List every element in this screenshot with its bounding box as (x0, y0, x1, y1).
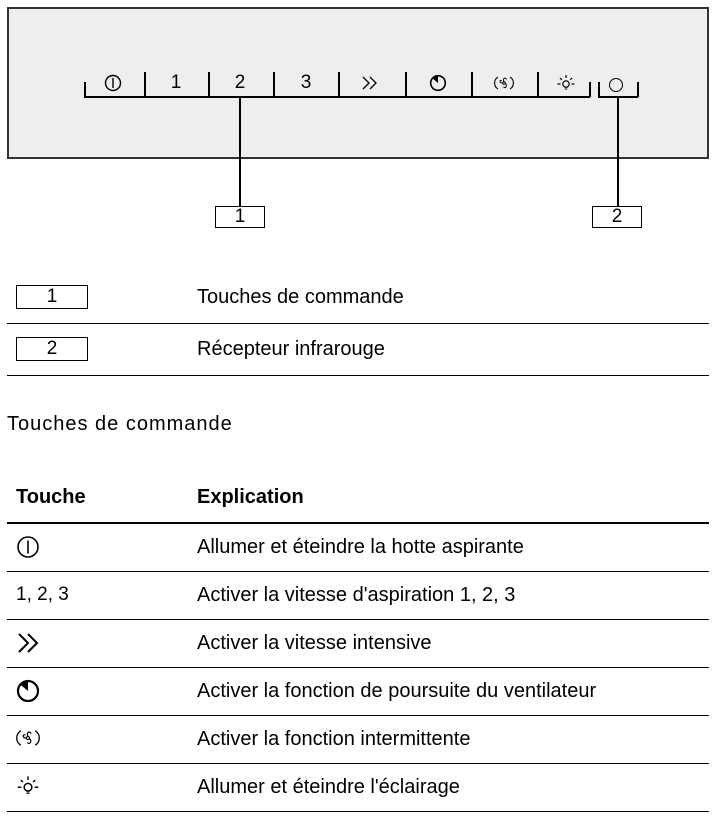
row-explanation: Activer la fonction de poursuite du ventilateur (197, 680, 597, 702)
row-key (16, 775, 40, 797)
row-explanation: Allumer et éteindre l'éclairage (197, 776, 460, 798)
key-speed-2 (220, 72, 260, 94)
table-row (7, 764, 709, 812)
row-explanation: Activer la vitesse d'aspiration 1, 2, 3 (197, 584, 516, 606)
callout-2-label: 2 (611, 206, 623, 227)
section-title: Touches de commande (7, 413, 233, 435)
strip-divider (471, 72, 473, 97)
legend-row-2 (7, 324, 709, 376)
key-speed-3 (286, 72, 326, 94)
strip-end-left (84, 82, 86, 97)
power-icon (104, 74, 122, 92)
intensive-icon (361, 74, 381, 92)
key-speed-3-label: 3 (300, 72, 312, 93)
intensive-icon (16, 631, 44, 655)
run-on-timer-icon (429, 74, 447, 92)
callout-line-2 (617, 97, 619, 207)
table-row (7, 620, 709, 668)
key-power (93, 72, 133, 92)
row-key: 1, 2, 3 (16, 584, 69, 605)
strip-divider (144, 72, 146, 97)
callout-box-1 (215, 206, 265, 228)
legend-text-1: Touches de commande (197, 286, 404, 308)
light-icon (556, 74, 576, 92)
header-explanation: Explication (197, 486, 304, 508)
infrared-receiver (609, 78, 623, 92)
row-explanation: Activer la fonction intermittente (197, 728, 471, 750)
strip-divider (338, 72, 340, 97)
callout-line-1 (239, 97, 241, 207)
legend-row-1 (7, 272, 709, 324)
strip-divider (208, 72, 210, 97)
row-key (16, 679, 40, 703)
row-explanation: Allumer et éteindre la hotte aspirante (197, 536, 524, 558)
strip-end-right (589, 82, 591, 97)
callout-1-label: 1 (234, 206, 246, 227)
sensor-bracket-right (637, 82, 639, 97)
intermittent-fan-icon (494, 74, 514, 92)
row-key (16, 631, 44, 655)
intermittent-fan-icon (16, 727, 40, 749)
strip-divider (405, 72, 407, 97)
legend-number-2: 2 (16, 337, 88, 361)
key-run-on-timer (418, 72, 458, 92)
run-on-timer-icon (16, 679, 40, 703)
row-key (16, 535, 40, 559)
strip-divider (537, 72, 539, 97)
legend-text-2: Récepteur infrarouge (197, 338, 385, 360)
table-row (7, 524, 709, 572)
row-explanation: Activer la vitesse intensive (197, 632, 432, 654)
strip-divider (273, 72, 275, 97)
table-row (7, 572, 709, 620)
key-speed-2-label: 2 (234, 72, 246, 93)
table-row (7, 668, 709, 716)
key-light (546, 72, 586, 92)
legend-number-1: 1 (16, 285, 88, 309)
callout-box-2 (592, 206, 642, 228)
light-icon (16, 775, 40, 797)
row-key (16, 727, 40, 749)
sensor-bracket-left (598, 82, 600, 97)
key-speed-1 (156, 72, 196, 94)
key-intensive (351, 72, 391, 92)
header-key: Touche (16, 486, 86, 508)
power-icon (16, 535, 40, 559)
keys-table-header (7, 476, 709, 524)
key-speed-1-label: 1 (170, 72, 182, 93)
control-strip-baseline (84, 96, 590, 98)
key-intermittent (484, 72, 524, 92)
table-row (7, 716, 709, 764)
